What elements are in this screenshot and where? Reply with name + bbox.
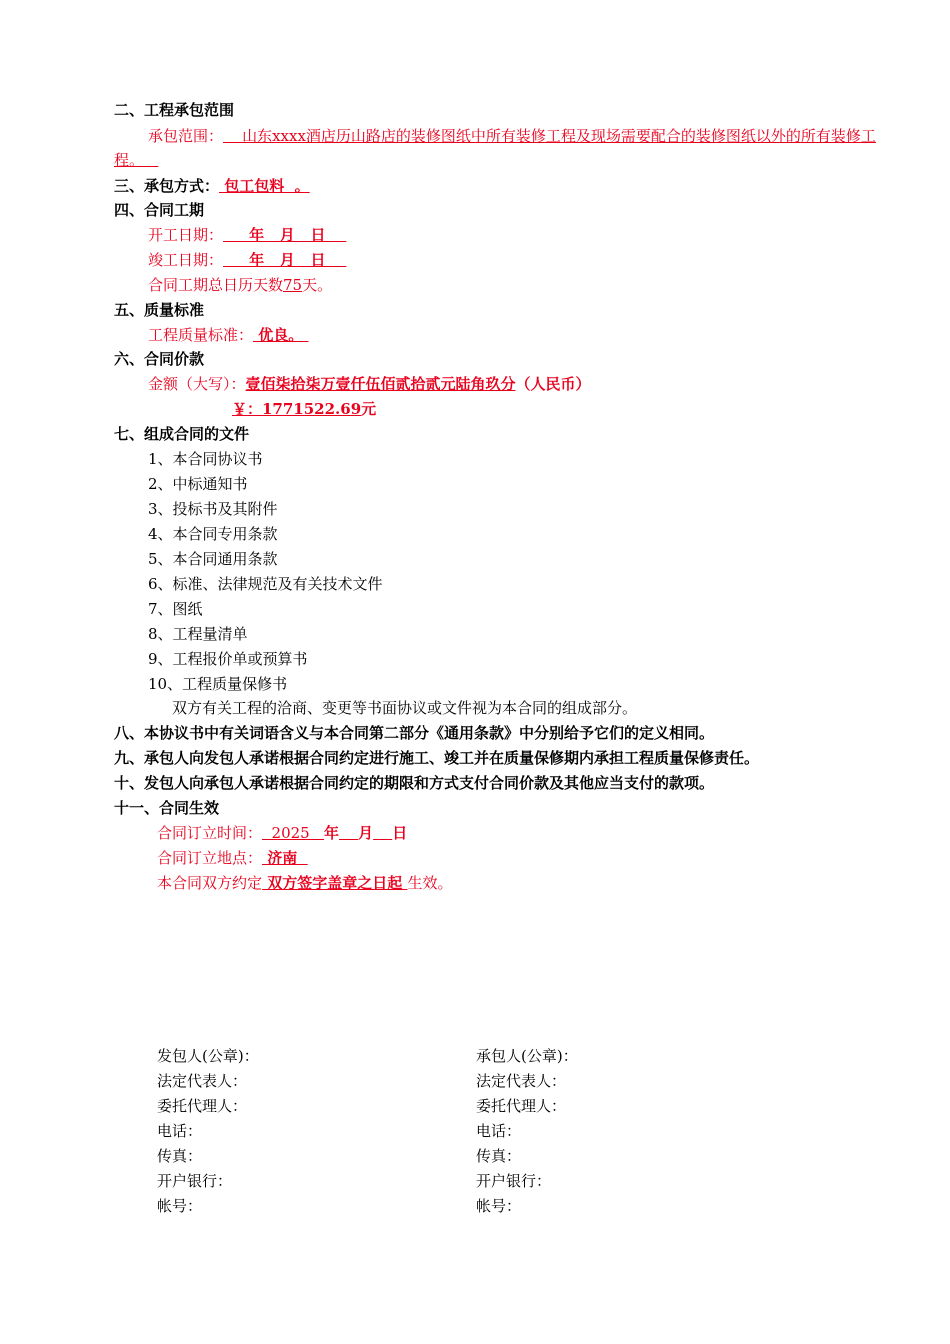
employer-fax: 传真： bbox=[157, 1147, 203, 1165]
amount-currency: （人民币） bbox=[515, 375, 591, 393]
total-days-value: 75 bbox=[283, 276, 303, 294]
doc-item: 4、本合同专用条款 bbox=[148, 525, 278, 543]
end-date-value: 年 月 日 bbox=[223, 251, 347, 269]
doc-note: 双方有关工程的洽商、变更等书面协议或文件视为本合同的组成部分。 bbox=[172, 699, 638, 717]
contractor-bank: 开户银行： bbox=[476, 1172, 552, 1190]
total-days-prefix: 合同工期总日历天数 bbox=[148, 276, 284, 294]
section-11-heading: 十一、合同生效 bbox=[114, 799, 220, 817]
effective-value: 双方签字盖章之日起 bbox=[262, 874, 408, 892]
sign-place-value: 济南 bbox=[262, 849, 308, 867]
sign-month bbox=[339, 824, 358, 842]
employer-legal-rep: 法定代表人： bbox=[157, 1072, 248, 1090]
start-date bbox=[148, 224, 346, 246]
quality-value: 优良。 bbox=[253, 326, 309, 344]
total-days-suffix: 天。 bbox=[302, 276, 333, 294]
doc-item: 2、中标通知书 bbox=[148, 475, 248, 493]
doc-item: 6、标准、法律规范及有关技术文件 bbox=[148, 575, 383, 593]
sign-place bbox=[157, 847, 308, 869]
section-3 bbox=[114, 175, 310, 197]
effective-prefix: 本合同双方约定 bbox=[157, 874, 263, 892]
amount-words: 壹佰柒拾柒万壹仟伍佰贰拾贰元陆角玖分 bbox=[245, 375, 516, 393]
doc-item: 8、工程量清单 bbox=[148, 625, 248, 643]
employer-phone: 电话： bbox=[157, 1122, 203, 1140]
start-date-value: 年 月 日 bbox=[223, 226, 347, 244]
sign-day bbox=[373, 824, 392, 842]
scope-label: 承包范围： bbox=[148, 127, 224, 145]
scope-value: 山东xxxx酒店历山路店的装修图纸中所有装修工程及现场需要配合的装修图纸以外的所有装修工程。 bbox=[114, 127, 876, 169]
sign-year-unit: 年 bbox=[324, 824, 340, 842]
sign-time-label: 合同订立时间： bbox=[157, 824, 263, 842]
section-8: 八、本协议书中有关词语含义与本合同第二部分《通用条款》中分别给予它们的定义相同。 bbox=[114, 724, 715, 742]
amount-unit: 元 bbox=[361, 400, 377, 418]
amount-label: 金额（大写）： bbox=[148, 375, 246, 393]
section-3-heading: 三、承包方式： bbox=[114, 177, 220, 195]
doc-item: 9、工程报价单或预算书 bbox=[148, 650, 308, 668]
effective-suffix: 生效。 bbox=[407, 874, 453, 892]
section-5-heading: 五、质量标准 bbox=[114, 301, 205, 319]
amount-words-line bbox=[148, 373, 591, 395]
effective-clause bbox=[157, 872, 452, 894]
contractor-fax: 传真： bbox=[476, 1147, 522, 1165]
section-2-heading: 二、工程承包范围 bbox=[114, 101, 235, 119]
amount-number-line bbox=[232, 398, 376, 420]
doc-item: 7、图纸 bbox=[148, 600, 203, 618]
sign-month-unit: 月 bbox=[358, 824, 374, 842]
sign-place-label: 合同订立地点： bbox=[157, 849, 263, 867]
employer-account: 帐号： bbox=[157, 1197, 203, 1215]
section-9: 九、承包人向发包人承诺根据合同约定进行施工、竣工并在质量保修期内承担工程质量保修责任。 bbox=[114, 749, 760, 767]
sign-year: 2025 bbox=[262, 824, 325, 842]
quality-standard bbox=[148, 324, 308, 346]
contractor-legal-rep: 法定代表人： bbox=[476, 1072, 567, 1090]
contractor-agent: 委托代理人： bbox=[476, 1097, 567, 1115]
section-10: 十、发包人向承包人承诺根据合同约定的期限和方式支付合同价款及其他应当支付的款项。 bbox=[114, 774, 715, 792]
sign-day-unit: 日 bbox=[392, 824, 408, 842]
employer-bank: 开户银行： bbox=[157, 1172, 233, 1190]
doc-item: 1、本合同协议书 bbox=[148, 450, 263, 468]
section-4-heading: 四、合同工期 bbox=[114, 201, 205, 219]
end-date bbox=[148, 249, 346, 271]
doc-item: 5、本合同通用条款 bbox=[148, 550, 278, 568]
sign-time bbox=[157, 822, 407, 844]
end-date-label: 竣工日期： bbox=[148, 251, 224, 269]
section-7-heading: 七、组成合同的文件 bbox=[114, 425, 250, 443]
employer-agent: 委托代理人： bbox=[157, 1097, 248, 1115]
contractor-seal: 承包人(公章)： bbox=[476, 1047, 578, 1065]
scope-paragraph bbox=[114, 124, 894, 172]
contractor-phone: 电话： bbox=[476, 1122, 522, 1140]
contract-method-value: 包工包料 。 bbox=[219, 177, 310, 195]
employer-seal: 发包人(公章)： bbox=[157, 1047, 259, 1065]
amount-number: ￥：1771522.69 bbox=[232, 400, 362, 418]
quality-label: 工程质量标准： bbox=[148, 326, 254, 344]
start-date-label: 开工日期： bbox=[148, 226, 224, 244]
contractor-account: 帐号： bbox=[476, 1197, 522, 1215]
doc-item: 10、工程质量保修书 bbox=[148, 675, 288, 693]
section-6-heading: 六、合同价款 bbox=[114, 350, 205, 368]
doc-item: 3、投标书及其附件 bbox=[148, 500, 278, 518]
total-days bbox=[148, 274, 332, 296]
